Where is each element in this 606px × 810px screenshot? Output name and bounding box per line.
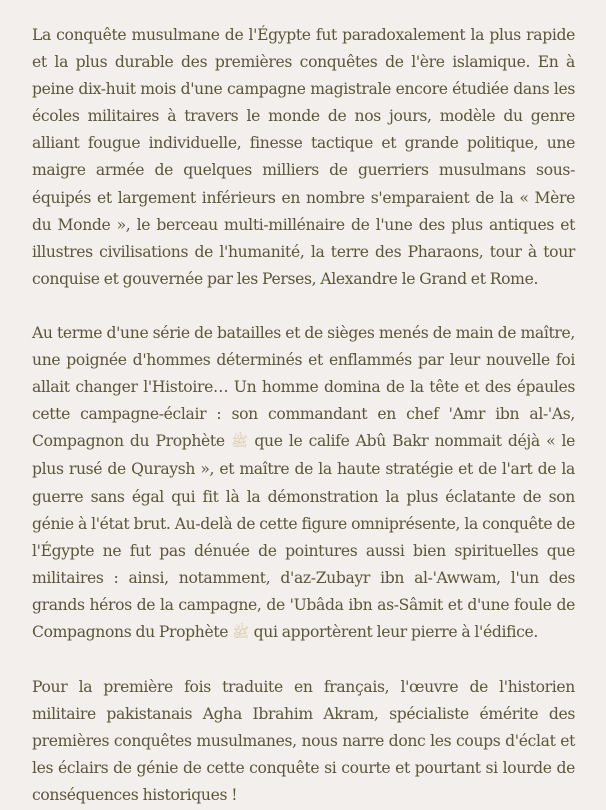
paragraph-text: Au terme d'une série de batailles et de sièges menés de main de maître, une poignée d'hommes déterminés et enflammés par leur nouvelle foi allait changer l'Histoire… Un homme domina de la tête et des épaules cette campagne-éclair : son commandant en chef 'Amr ibn al-'As, Compagnon du Prophète	[32, 323, 575, 451]
paragraph-intro	[32, 22, 575, 293]
salawat-honorific-icon: ﷺ	[230, 434, 248, 451]
paragraph-translation	[32, 674, 575, 809]
paragraph-text: Pour la première fois traduite en français, l'œuvre de l'historien militaire pakistanais Agha Ibrahim Akram, spécialiste émérite des premières conquêtes musulmanes, nous narre donc les coups d'éclat et les éclairs de génie de cette conquête si courte et pourtant si lourde de conséquences historiques !	[32, 678, 575, 805]
paragraph-campaign	[32, 320, 575, 647]
paragraph-text: qui apportèrent leur pierre à l'édifice.	[249, 622, 539, 641]
salawat-honorific-icon: ﷺ	[232, 624, 250, 641]
paragraph-text: que le calife Abû Bakr nommait déjà « le plus rusé de Quraysh », et maître de la haute stratégie et de l'art de la guerre sans égal qui fit là la démonstration la plus éclatante de son génie à l'état brut. Au-delà de cette figure omniprésente, la conquête de l'Égypte ne fut pas dénuée de pointures aussi bien spirituelles que militaires : ainsi, notamment, d'az-Zubayr ibn al-'Awwam, l'un des grands héros de la campagne, de 'Ubâda ibn as-Sâmit et d'une foule de Compagnons du Prophète	[32, 432, 575, 641]
paragraph-text: La conquête musulmane de l'Égypte fut paradoxalement la plus rapide et la plus durable des premières conquêtes de l'ère islamique. En à peine dix-huit mois d'une campagne magistrale encore étudiée dans les écoles militaires à travers le monde de nos jours, modèle du genre alliant fougue individuelle, finesse tactique et grande politique, une maigre armée de quelques milliers de guerriers musulmans sous-équipés et largement inférieurs en nombre s'emparaient de la « Mère du Monde », le berceau multi-millénaire de l'une des plus antiques et illustres civilisations de l'humanité, la terre des Pharaons, tour à tour conquise et gouvernée par les Perses, Alexandre le Grand et Rome.	[32, 26, 575, 288]
